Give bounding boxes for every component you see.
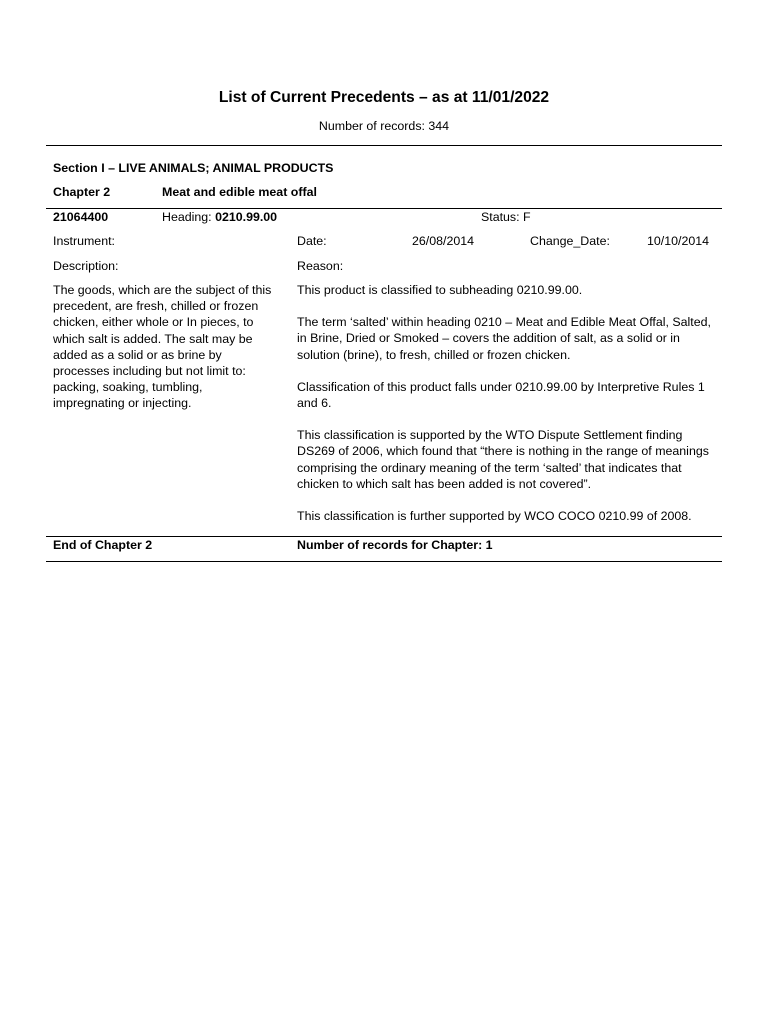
section-title: Section I – LIVE ANIMALS; ANIMAL PRODUCTS [53, 161, 334, 175]
change-date-value: 10/10/2014 [647, 234, 710, 248]
reason-text [297, 282, 719, 524]
description-label: Description: [53, 259, 119, 273]
change-date-label: Change_Date: [530, 234, 610, 248]
description-text: The goods, which are the subject of this precedent, are fresh, chilled or frozen chicken, either whole or In pieces, to which salt is added. The salt may be added as a solid or as brine by processes including but not limit to: packing, soaking, tumbling, impregnating or injecting. [53, 283, 272, 411]
heading-field [162, 209, 277, 225]
instrument-label: Instrument: [53, 234, 115, 248]
chapter-record-count: Number of records for Chapter: 1 [297, 538, 493, 552]
end-of-chapter: End of Chapter 2 [53, 538, 153, 552]
reason-paragraph: This classification is further supported by WCO COCO 0210.99 of 2008. [297, 509, 692, 524]
chapter-number: Chapter 2 [53, 185, 111, 199]
reason-paragraph: Classification of this product falls under 0210.99.00 by Interpretive Rules 1 and 6. [297, 379, 705, 411]
header-divider [46, 145, 722, 146]
records-count: Number of records: 344 [318, 119, 450, 133]
date-value: 26/08/2014 [412, 234, 475, 248]
heading-label: Heading: [162, 210, 212, 224]
record-id: 21064400 [53, 210, 109, 224]
footer-divider [46, 561, 722, 562]
document-title: List of Current Precedents – as at 11/01/2022 [218, 89, 550, 106]
reason-label: Reason: [297, 259, 344, 273]
chapter-divider [46, 208, 722, 209]
reason-paragraph: The term ‘salted’ within heading 0210 – Meat and Edible Meat Offal, Salted, in Brine, Dried or Smoked – covers the addition of salt, as a solid or in solution (brine), to fresh, chilled or frozen chicken. [297, 315, 711, 362]
reason-paragraph: This classification is supported by the WTO Dispute Settlement finding DS269 of 2006, which found that “there is nothing in the range of meanings comprising the ordinary meaning of the term ‘salted’ that indicates that chicken to which salt has been added is not covered”. [297, 428, 709, 491]
status-field: Status: F [481, 210, 531, 224]
heading-value: 0210.99.00 [215, 210, 278, 224]
date-label: Date: [297, 234, 327, 248]
chapter-title: Meat and edible meat offal [162, 185, 317, 199]
reason-paragraph: This product is classified to subheading 0210.99.00. [297, 283, 583, 297]
